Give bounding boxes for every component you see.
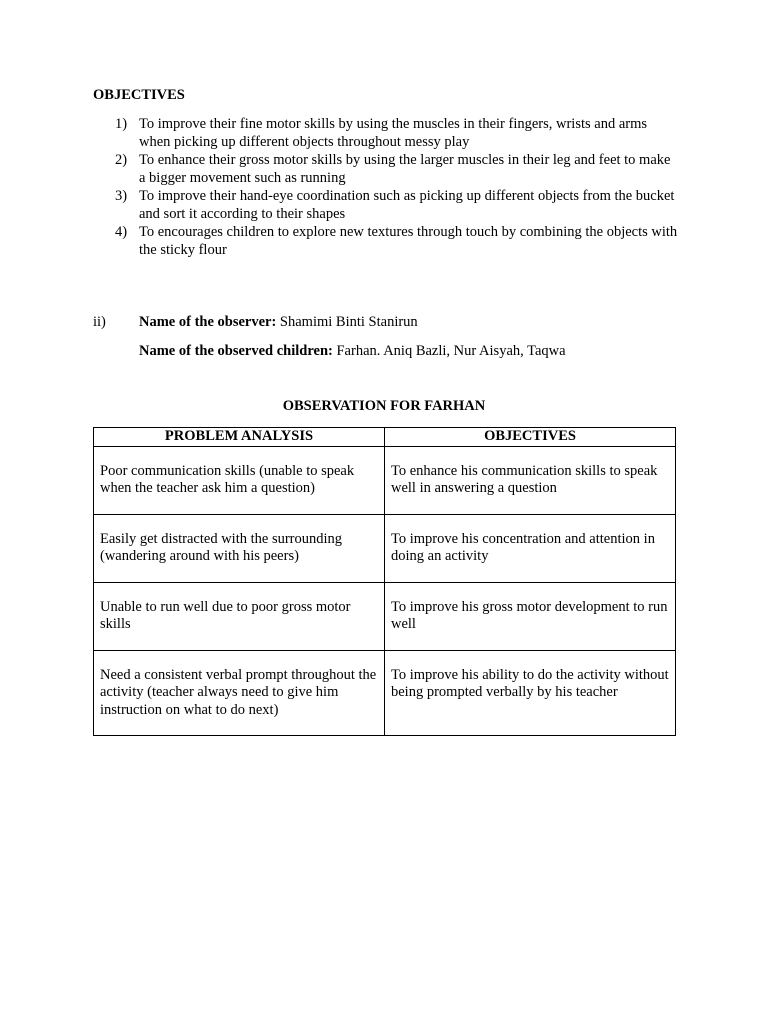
observer-label: Name of the observer: xyxy=(139,314,277,330)
objective-text: To improve their fine motor skills by using the muscles in their fingers, wrists and arms when picking up different objects throughout messy play xyxy=(139,116,648,150)
objective-cell: To improve his concentration and attention in doing an activity xyxy=(385,514,676,582)
header-objectives: OBJECTIVES xyxy=(385,428,676,447)
objective-cell: To improve his gross motor development to run well xyxy=(385,582,676,650)
objective-item xyxy=(110,223,680,259)
objective-item xyxy=(110,187,680,223)
table-header-row xyxy=(94,428,676,447)
objectives-list xyxy=(110,115,680,259)
objective-number: 2) xyxy=(115,152,128,168)
objective-text: To enhance their gross motor skills by using the larger muscles in their leg and feet to make a bigger movement such as running xyxy=(139,152,671,186)
table-row xyxy=(94,650,676,735)
objective-number: 4) xyxy=(115,224,128,240)
problem-cell: Easily get distracted with the surrounding (wandering around with his peers) xyxy=(94,514,385,582)
objective-number: 3) xyxy=(115,188,128,204)
observation-table xyxy=(93,427,676,736)
objective-text: To improve their hand-eye coordination such as picking up different objects from the bucket and sort it according to their shapes xyxy=(139,188,675,222)
objective-text: To encourages children to explore new textures through touch by combining the objects with the sticky flour xyxy=(139,224,678,258)
observed-children-label: Name of the observed children: xyxy=(139,343,333,359)
observed-children-line xyxy=(139,343,566,360)
observation-title: OBSERVATION FOR FARHAN xyxy=(282,398,486,414)
objectives-heading: OBJECTIVES xyxy=(93,87,185,103)
problem-cell: Unable to run well due to poor gross motor skills xyxy=(94,582,385,650)
observed-children-names: Farhan. Aniq Bazli, Nur Aisyah, Taqwa xyxy=(332,343,566,359)
observer-line xyxy=(139,314,418,331)
table-row xyxy=(94,514,676,582)
problem-cell: Need a consistent verbal prompt throughout the activity (teacher always need to give him instruction on what to do next) xyxy=(94,650,385,735)
table-row xyxy=(94,582,676,650)
objective-cell: To enhance his communication skills to speak well in answering a question xyxy=(385,446,676,514)
table-row xyxy=(94,446,676,514)
objective-number: 1) xyxy=(115,116,128,132)
observer-name: Shamimi Binti Stanirun xyxy=(276,314,418,330)
header-problem-analysis: PROBLEM ANALYSIS xyxy=(94,428,385,447)
objective-cell: To improve his ability to do the activity without being prompted verbally by his teacher xyxy=(385,650,676,735)
problem-cell: Poor communication skills (unable to speak when the teacher ask him a question) xyxy=(94,446,385,514)
objective-item xyxy=(110,115,680,151)
objective-item xyxy=(110,151,680,187)
section-numeral: ii) xyxy=(93,314,106,330)
